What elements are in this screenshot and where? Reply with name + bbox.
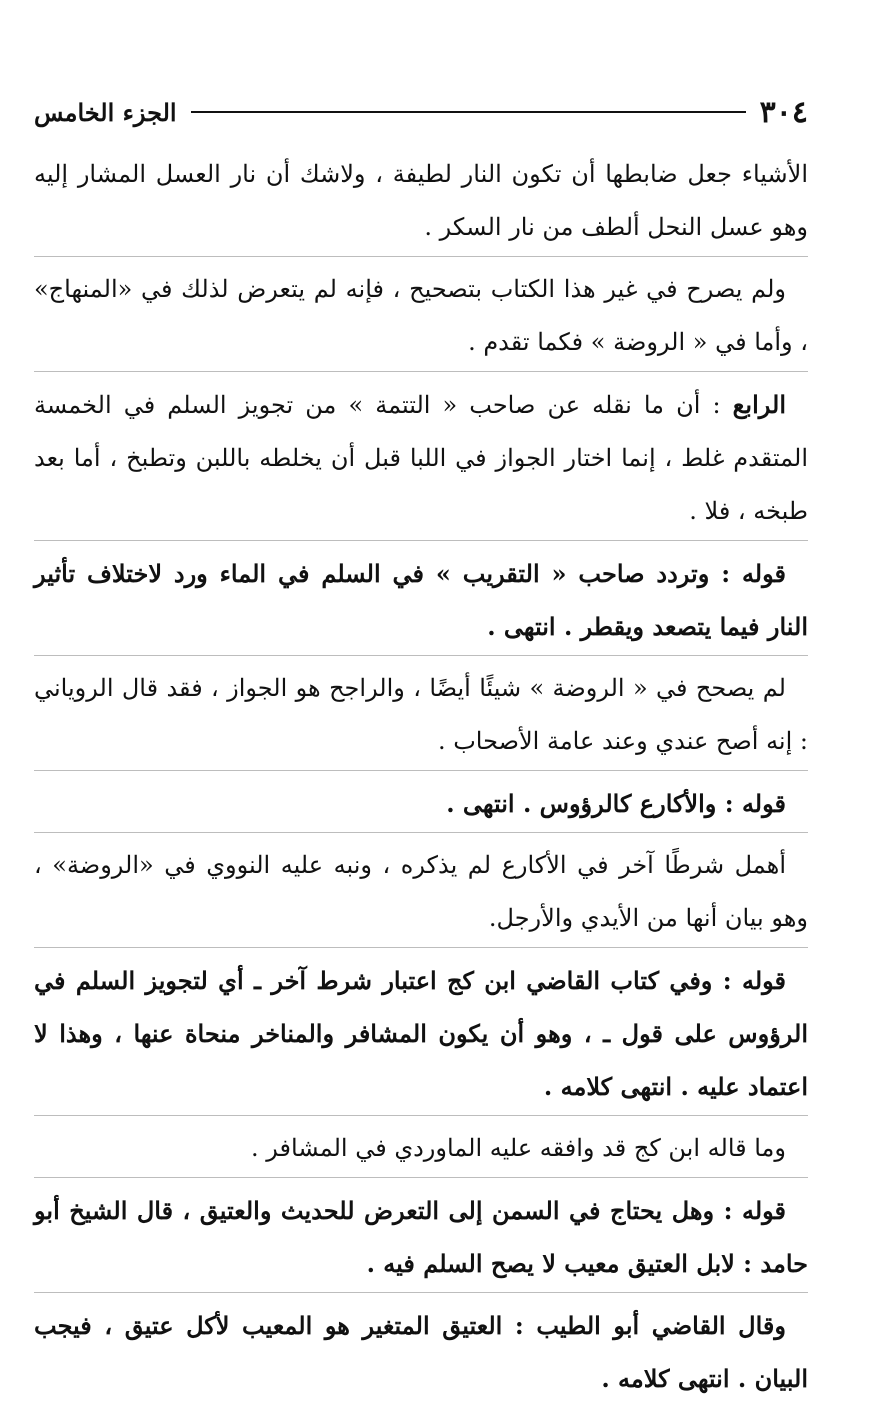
- paragraph-divider: [34, 947, 808, 948]
- paragraph-divider: [34, 540, 808, 541]
- paragraph-divider: [34, 1177, 808, 1178]
- paragraph-divider: [34, 371, 808, 372]
- paragraph-divider: [34, 832, 808, 833]
- running-title: الجزء الخامس: [34, 97, 177, 127]
- paragraph: أهمل شرطًا آخر في الأكارع لم يذكره ، ونبه عليه النووي في «الروضة» ، وهو بيان أنها من الأيدي والأرجل.: [34, 851, 808, 932]
- paragraph-divider: [34, 1292, 808, 1293]
- paragraph-text: : أن ما نقله عن صاحب « التتمة » من تجويز السلم في الخمسة المتقدم غلط ، إنما اختار الجواز في اللبا قبل أن يخلطه باللبن وتطبخ ، أما بعد طبخه ، فلا .: [34, 391, 808, 525]
- quoted-paragraph: وقال القاضي أبو الطيب : العتيق المتغير هو المعيب لأكل عتيق ، فيجب البيان . انتهى كلامه .: [34, 1311, 808, 1393]
- quoted-paragraph: قوله : وهل يحتاج في السمن إلى التعرض للحديث والعتيق ، قال الشيخ أبو حامد : لابل العتيق معيب لا يصح السلم فيه .: [34, 1196, 808, 1278]
- page-header: [34, 92, 808, 132]
- paragraph: ولم يصرح في غير هذا الكتاب بتصحيح ، فإنه لم يتعرض لذلك في «المنهاج» ، وأما في « الروضة » فكما تقدم .: [34, 275, 808, 356]
- paragraph-divider: [34, 770, 808, 771]
- quoted-paragraph: قوله : والأكارع كالرؤوس . انتهى .: [446, 789, 786, 818]
- paragraph-divider: [34, 1115, 808, 1116]
- paragraph-divider: [34, 655, 808, 656]
- paragraph: لم يصحح في « الروضة » شيئًا أيضًا ، والراجح هو الجواز ، فقد قال الروياني : إنه أصح عندي وعند عامة الأصحاب .: [34, 674, 808, 755]
- paragraph: [34, 378, 808, 538]
- page-number: ٣٠٤: [759, 94, 808, 130]
- paragraph: الأشياء جعل ضابطها أن تكون النار لطيفة ، ولاشك أن نار العسل المشار إليه وهو عسل النحل ألطف من نار السكر .: [34, 160, 809, 241]
- header-rule: [191, 111, 746, 113]
- quoted-paragraph: قوله : وتردد صاحب « التقريب » في السلم في الماء ورد لاختلاف تأثير النار فيما يتصعد ويقطر . انتهى .: [34, 559, 808, 641]
- paragraph-divider: [34, 256, 808, 257]
- quoted-paragraph: قوله : وفي كتاب القاضي ابن كج اعتبار شرط آخر ـ أي لتجويز السلم في الرؤوس على قول ـ ، وهو أن يكون المشافر والمناخر منحاة عنها ، وهذا لا اعتماد عليه . انتهى كلامه .: [34, 966, 809, 1101]
- page-body: [34, 148, 808, 1405]
- paragraph-lead: الرابع: [732, 390, 786, 419]
- paragraph: وما قاله ابن كج قد وافقه عليه الماوردي في المشافر .: [251, 1134, 786, 1162]
